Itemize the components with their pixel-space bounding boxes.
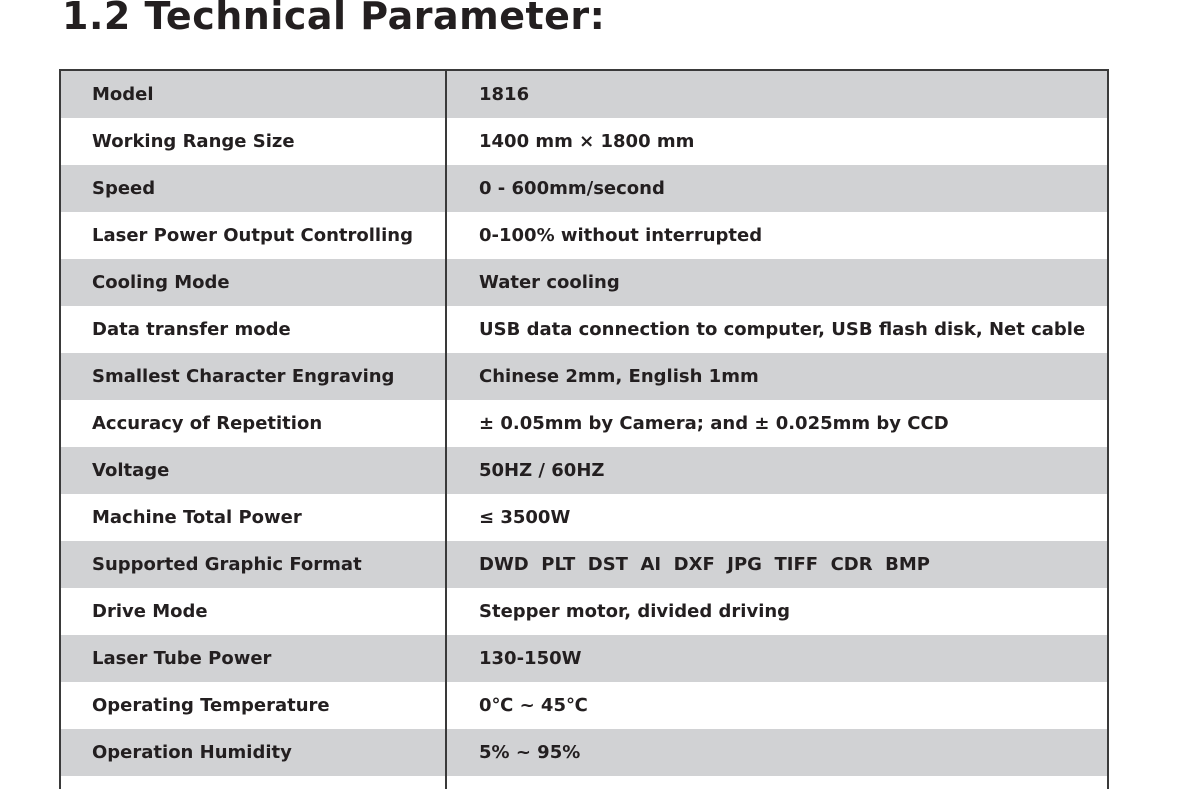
parameter-label: Accuracy of Repetition [92,413,323,434]
parameter-value: 0℃ ~ 45℃ [479,695,588,716]
section-heading: 1.2 Technical Parameter: [62,0,606,38]
table-row [61,447,1107,494]
parameter-value: 50HZ / 60HZ [479,460,605,481]
table-row [61,118,1107,165]
parameter-value: Stepper motor, divided driving [479,601,791,622]
parameter-value: ± 0.05mm by Camera; and ± 0.025mm by CCD [479,413,949,434]
parameter-label: Laser Tube Power [92,648,272,669]
table-row [61,259,1107,306]
parameter-label: Cooling Mode [92,272,230,293]
parameter-value: Chinese 2mm, English 1mm [479,366,759,387]
table-row [61,306,1107,353]
parameter-value: 5% ~ 95% [479,742,581,763]
table-row [61,353,1107,400]
table-row [61,588,1107,635]
table-row [61,541,1107,588]
parameter-value: USB data connection to computer, USB flash disk, Net cable [479,319,1086,340]
table-row [61,212,1107,259]
table-row [61,165,1107,212]
parameter-value: 1400 mm × 1800 mm [479,131,695,152]
table-row [61,682,1107,729]
column-divider [445,71,447,789]
parameter-label: Drive Mode [92,601,208,622]
parameter-label: Working Range Size [92,131,295,152]
parameter-label: Voltage [92,460,170,481]
table-row [61,71,1107,118]
parameter-label: Operation Humidity [92,742,292,763]
technical-parameter-table [59,69,1109,789]
table-row [61,635,1107,682]
table-row [61,400,1107,447]
parameter-label: Smallest Character Engraving [92,366,395,387]
parameter-value: 0 - 600mm/second [479,178,665,199]
parameter-value: 1816 [479,84,530,105]
parameter-label: Machine Total Power [92,507,302,528]
parameter-value: 0-100% without interrupted [479,225,763,246]
parameter-label: Data transfer mode [92,319,291,340]
parameter-label: Operating Temperature [92,695,330,716]
parameter-label: Supported Graphic Format [92,554,362,575]
table-row [61,729,1107,776]
parameter-value: ≤ 3500W [479,507,571,528]
parameter-value: DWD PLT DST AI DXF JPG TIFF CDR BMP [479,554,930,575]
table-row [61,494,1107,541]
parameter-value: 130-150W [479,648,582,669]
parameter-label: Laser Power Output Controlling [92,225,413,246]
parameter-value: Water cooling [479,272,620,293]
parameter-label: Model [92,84,154,105]
parameter-label: Speed [92,178,156,199]
